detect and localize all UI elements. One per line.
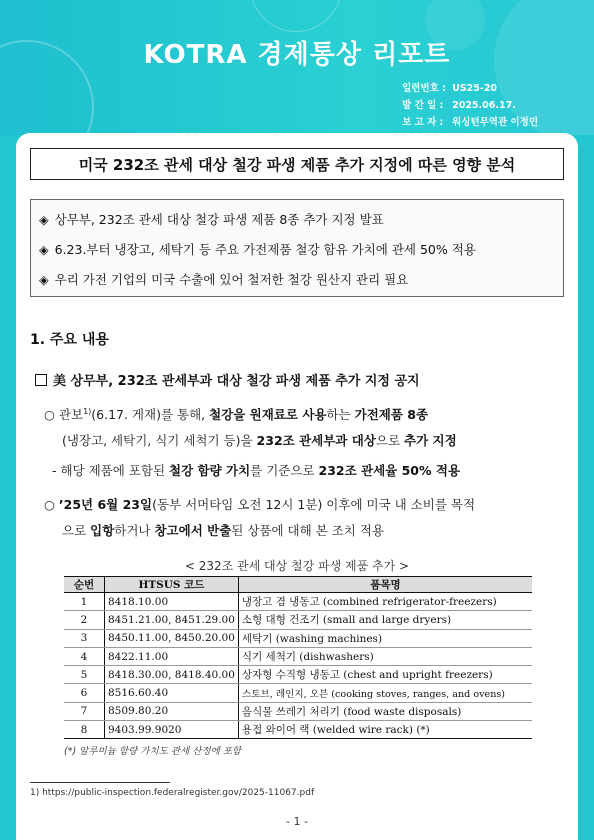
table-row: 6 8516.60.40 스토브, 레인지, 오븐 (cooking stoves, ranges, and ovens) [64, 684, 532, 702]
table-caption: < 232조 관세 대상 철강 파생 제품 추가 > [184, 559, 410, 573]
paragraph-line: ○ ’25년 6월 23일(동부 서머타임 오전 12시 1분) 이후에 미국 내 소비를 목적 [44, 497, 476, 512]
table-row: 1 8418.10.00 냉장고 겸 냉동고 (combined refrigerator-freezers) [64, 593, 532, 611]
paragraph-line: 으로 입항하거나 창고에서 반출된 상품에 대해 본 조치 적용 [62, 523, 384, 538]
section-subheading: 美 상무부, 232조 관세부과 대상 철강 파생 제품 추가 지정 공지 [35, 370, 420, 389]
paragraph-line: - 해당 제품에 포함된 철강 함량 가치를 기준으로 232조 관세율 50% 적용 [52, 463, 461, 478]
summary-box [30, 199, 564, 297]
meta-date: 발 간 일 : 2025.06.17. [402, 100, 516, 111]
page-number: - 1 - [286, 815, 308, 828]
table-row: 4 8422.11.00 식기 세척기 (dishwashers) [64, 647, 532, 665]
header-banner [0, 0, 594, 135]
table-note: (*) 알루미늄 함량 가치도 관세 산정에 포함 [64, 746, 242, 757]
section-title: 1. 주요 내용 [30, 332, 109, 348]
decor-circle [250, 0, 342, 32]
report-subject: 미국 232조 관세 대상 철강 파생 제품 추가 지정에 따른 영향 분석 [30, 148, 564, 180]
table-row: 8 9403.99.9020 용접 와이어 랙 (welded wire rack) (*) [64, 721, 532, 739]
column-header-no: 순번 [64, 577, 105, 593]
circle-bullet-icon: ○ [44, 407, 55, 422]
report-title: KOTRA 경제통상 리포트 [143, 40, 451, 70]
footnote-link[interactable]: 1) https://public-inspection.federalregister.gov/2025-11067.pdf [30, 788, 315, 798]
paragraph-line: ○ 관보$^{1)}$(6.17. 게재)를 통해, 철강을 원재료로 사용하는 가전제품 8종 [44, 406, 429, 422]
meta-author: 보 고 자 : 워싱턴무역관 이정민 [402, 117, 538, 128]
footnote-ref: 1) [83, 406, 92, 416]
paragraph-line: (냉장고, 세탁기, 식기 세척기 등)을 232조 관세부과 대상으로 추가 지정 [62, 433, 457, 448]
summary-item: ◈ 상무부, 232조 관세 대상 철강 파생 제품 8종 추가 지정 발표 [39, 212, 384, 227]
summary-item: ◈ 6.23.부터 냉장고, 세탁기 등 주요 가전제품 철강 함유 가치에 관세 50% 적용 [39, 242, 476, 257]
diamond-bullet-icon: ◈ [39, 242, 49, 257]
diamond-bullet-icon: ◈ [39, 272, 49, 287]
table-header-row [64, 577, 532, 593]
column-header-name: 품목명 [238, 577, 532, 593]
column-header-code: HTSUS 코드 [105, 577, 239, 593]
table-row: 2 8451.21.00, 8451.29.00 소형 대형 건조기 (small and large dryers) [64, 611, 532, 629]
product-table [64, 576, 532, 739]
report-meta [402, 80, 538, 131]
footnote-divider [30, 782, 170, 783]
checkbox-icon [35, 374, 47, 386]
table-row: 5 8418.30.00, 8418.40.00 상자형 수직형 냉동고 (chest and upright freezers) [64, 666, 532, 684]
circle-bullet-icon: ○ [44, 497, 55, 512]
table-row: 3 8450.11.00, 8450.20.00 세탁기 (washing machines) [64, 629, 532, 647]
meta-serial: 일련번호 : US25-20 [402, 83, 498, 94]
summary-item: ◈ 우리 가전 기업의 미국 수출에 있어 철저한 철강 원산지 관리 필요 [39, 272, 409, 287]
table-row: 7 8509.80.20 음식물 쓰레기 처리기 (food waste disposals) [64, 702, 532, 720]
diamond-bullet-icon: ◈ [39, 212, 49, 227]
